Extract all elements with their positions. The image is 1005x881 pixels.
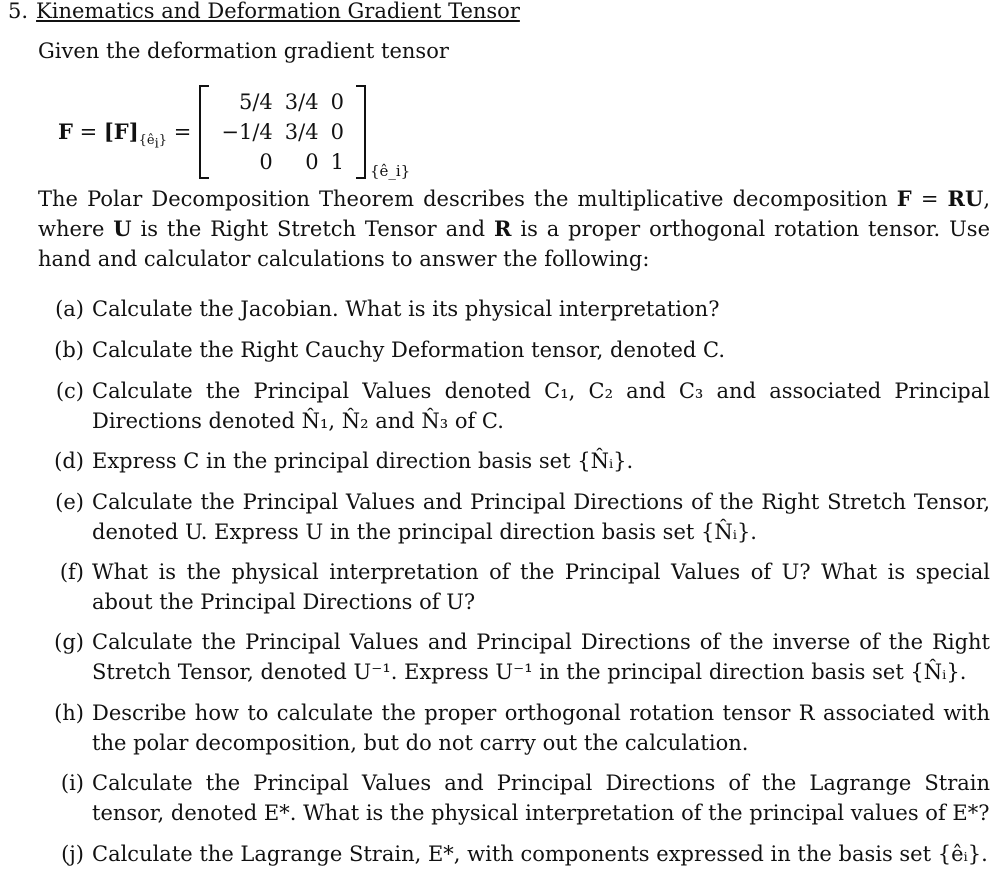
question-label: (j) <box>61 842 84 866</box>
matrix-basis-label: {ê_i} <box>369 162 411 180</box>
deformation-matrix <box>199 85 366 179</box>
question-text: Calculate the Principal Values and Principal Directions of the Right Stretch Tensor, denoted U. Express U in the principal direction basis set {N̂ᵢ}. <box>92 490 990 544</box>
question-text: Calculate the Principal Values and Principal Directions of the Lagrange Strain tensor, denoted E*. What is the physical interpretation of the principal values of E*? <box>92 771 990 825</box>
question-label: (e) <box>55 490 84 514</box>
question-text: Calculate the Principal Values and Principal Directions of the inverse of the Right Stretch Tensor, denoted U⁻¹. Express U⁻¹ in the principal direction basis set {N̂ᵢ}. <box>92 630 990 684</box>
matrix-cell: 3/4 <box>284 90 319 114</box>
question-text: Calculate the Lagrange Strain, E*, with components expressed in the basis set {êᵢ}. <box>92 842 988 866</box>
question-text: Calculate the Principal Values denoted C₁, C₂ and C₃ and associated Principal Directions denoted N̂₁, N̂₂ and N̂₃ of C. <box>92 379 990 433</box>
matrix-cell: 0 <box>330 90 344 114</box>
question-text: Calculate the Jacobian. What is its physical interpretation? <box>92 297 720 321</box>
question-label: (f) <box>59 560 84 584</box>
equals-sign: = <box>173 120 192 144</box>
question-label: (c) <box>55 379 84 403</box>
problem-title: Kinematics and Deformation Gradient Tensor <box>36 0 520 23</box>
intro-text: Given the deformation gradient tensor <box>38 39 449 63</box>
question-text: Calculate the Right Cauchy Deformation tensor, denoted C. <box>92 338 726 362</box>
deformation-gradient-equation <box>58 84 410 180</box>
matrix-cell: 5/4 <box>238 90 273 114</box>
matrix-cell: 1 <box>330 150 344 174</box>
question-label: (b) <box>54 338 84 362</box>
lhs-basis: {ê <box>138 133 155 149</box>
question-text: What is the physical interpretation of the Principal Values of U? What is special about the Principal Directions of U? <box>92 560 990 614</box>
question-text: Describe how to calculate the proper orthogonal rotation tensor R associated with the polar decomposition, but do not carry out the calculation. <box>92 701 990 755</box>
question-label: (d) <box>54 449 84 473</box>
matrix-cell: 0 <box>305 150 319 174</box>
matrix-cell: 0 <box>330 120 344 144</box>
matrix-row <box>215 87 350 117</box>
lhs-bracket: [F] <box>103 119 139 144</box>
matrix-cell: 3/4 <box>284 120 319 144</box>
matrix-cell: −1/4 <box>221 120 273 144</box>
matrix-lhs: $F = [F]_{\{ê_i\}}$ = <box>58 119 192 152</box>
matrix-cell: 0 <box>259 150 273 174</box>
matrix-row <box>215 117 350 147</box>
matrix-row <box>215 147 350 177</box>
problem-number: 5. <box>8 0 29 23</box>
lhs-symbol: F <box>58 119 73 144</box>
question-label: (i) <box>60 771 84 795</box>
question-label: (h) <box>54 701 84 725</box>
question-label: (g) <box>54 630 84 654</box>
question-label: (a) <box>55 297 84 321</box>
question-text: Express C in the principal direction basis set {N̂ᵢ}. <box>92 449 634 473</box>
problem-heading <box>8 0 520 26</box>
polar-decomposition-paragraph: The Polar Decomposition Theorem describes the multiplicative decomposition F = RU, where U is the Right Stretch Tensor and R is a proper orthogonal rotation tensor. Use hand and calculator calculations to answer the following: <box>38 186 991 271</box>
